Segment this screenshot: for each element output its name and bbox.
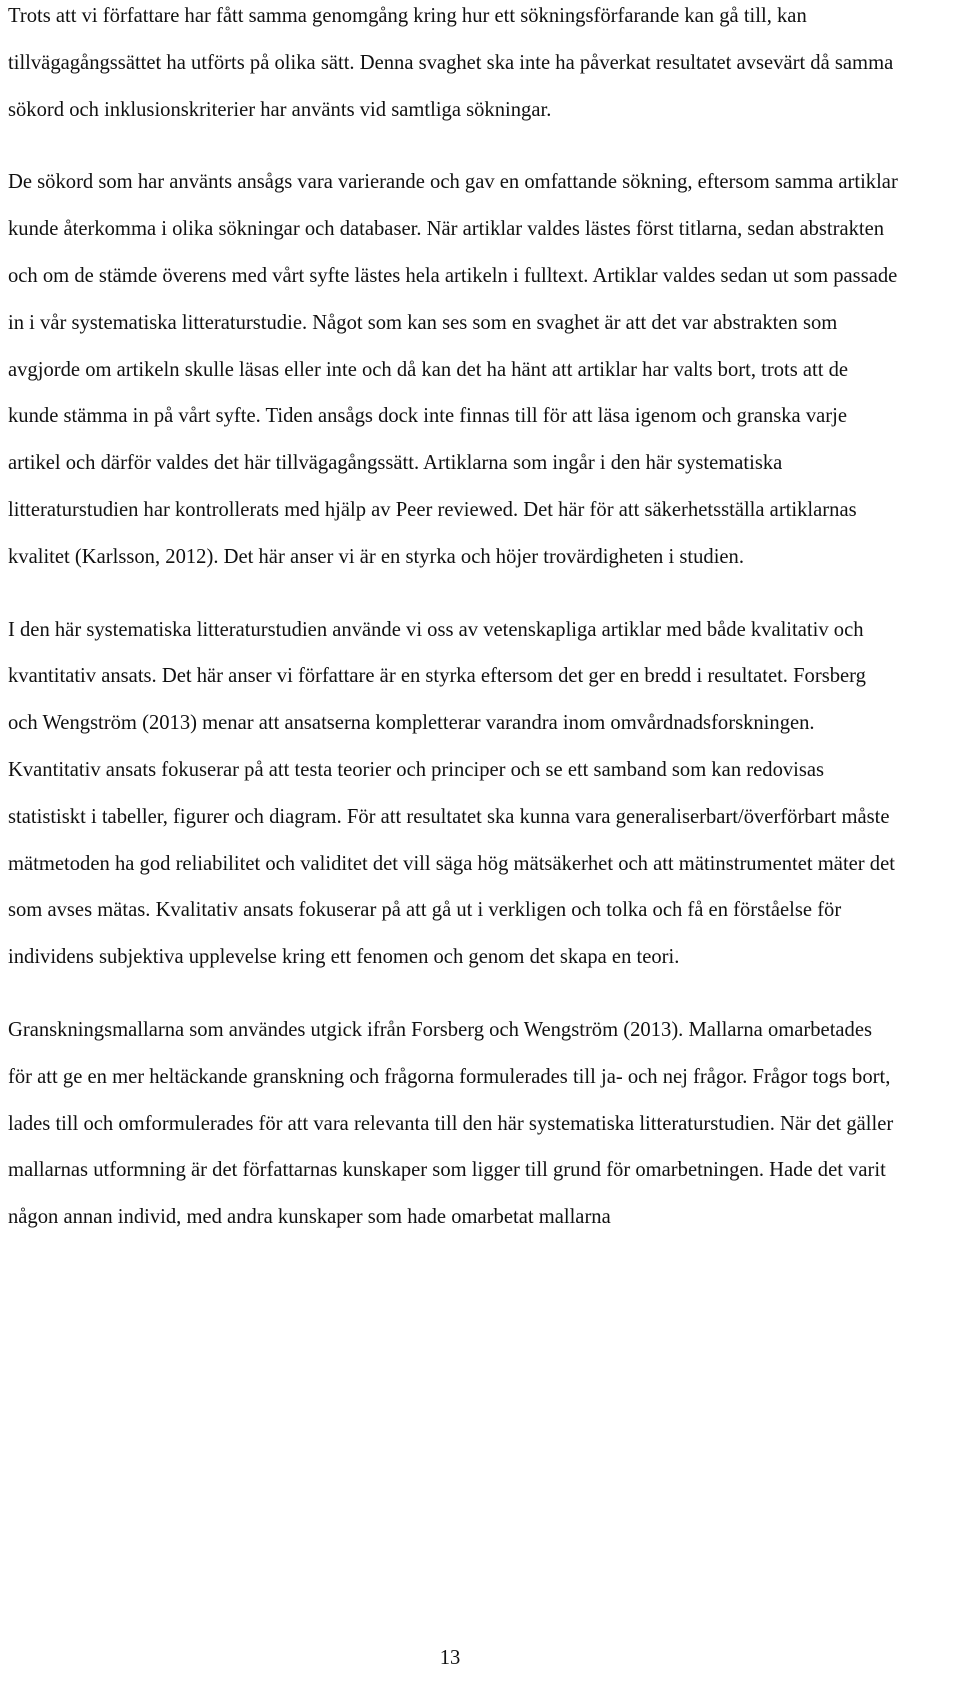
page-number: 13: [439, 1647, 461, 1669]
paragraph-search-procedure: Trots att vi författare har fått samma genomgång kring hur ett sökningsförfarande kan gå till, kan tillvägagångssättet ha utförts på olika sätt. Denna svaghet ska inte ha påverkat resultatet avsevärt då samma sökord och inklusionskriterier har använts vid samtliga sökningar.: [8, 5, 894, 121]
paragraph-methodology: I den här systematiska litteraturstudien använde vi oss av vetenskapliga artiklar med både kvalitativ och kvantitativ ansats. Det här anser vi författare är en styrka eftersom det ger en bredd i resultatet. Forsberg och Wengström (2013) menar att ansatserna kompletterar varandra inom omvårdnadsforskningen. Kvantitativ ansats fokuserar på att testa teorier och principer och se ett samband som kan redovisas statistiskt i tabeller, figurer och diagram. För att resultatet ska kunna vara generaliserbart/överförbart måste mätmetoden ha god reliabilitet och validitet det vill säga hög mätsäkerhet och att mätinstrumentet mäter det som avses mätas. Kvalitativ ansats fokuserar på att gå ut i verkligen och tolka och få en förståelse för individens subjektiva upplevelse kring ett fenomen och genom det skapa en teori.: [8, 618, 895, 969]
paragraph-review-templates: Granskningsmallarna som användes utgick ifrån Forsberg och Wengström (2013). Mallarna omarbetades för att ge en mer heltäckande granskning och frågorna formulerades till ja- och nej frågor. Frågor togs bort, lades till och omformulerades för att vara relevanta till den här systematiska litteraturstudien. När det gäller mallarnas utformning är det författarnas kunskaper som ligger till grund för omarbetningen. Hade det varit någon annan individ, med andra kunskaper som hade omarbetat mallarna: [8, 1018, 894, 1229]
paragraph-search-terms: De sökord som har använts ansågs vara varierande och gav en omfattande sökning, eftersom samma artiklar kunde återkomma i olika sökningar och databaser. När artiklar valdes lästes först titlarna, sedan abstrakten och om de stämde överens med vårt syfte lästes hela artikeln i fulltext. Artiklar valdes sedan ut som passade in i vår systematiska litteraturstudie. Något som kan ses som en svaghet är att det var abstrakten som avgjorde om artikeln skulle läsas eller inte och då kan det ha hänt att artiklar har valts bort, trots att de kunde stämma in på vårt syfte. Tiden ansågs dock inte finnas till för att läsa igenom och granska varje artikel och därför valdes det här tillvägagångssätt. Artiklarna som ingår i den här systematiska litteraturstudien har kontrollerats med hjälp av Peer reviewed. Det här för att säkerhetsställa artiklarnas kvalitet (Karlsson, 2012). Det här anser vi är en styrka och höjer trovärdigheten i studien.: [8, 171, 898, 568]
